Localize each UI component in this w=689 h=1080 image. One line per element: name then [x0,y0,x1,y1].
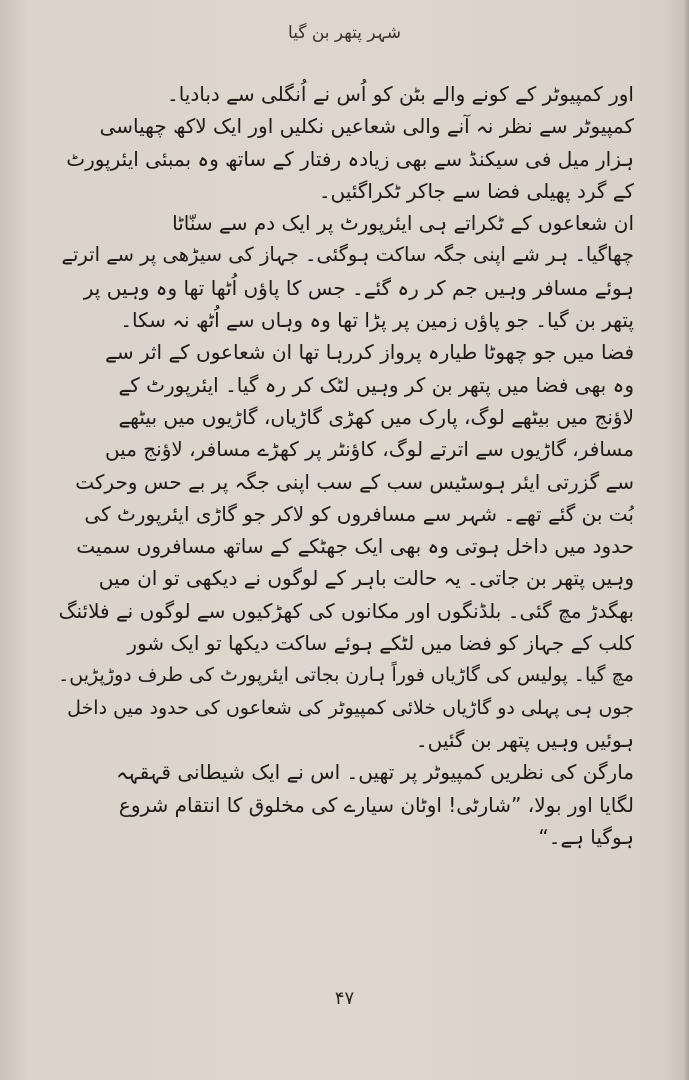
text-line: مچ گیا۔ پولیس کی گاڑیاں فوراً ہارن بجاتی ایئرپورٹ کی طرف دوڑپڑیں۔ [58,664,634,687]
page-number: ۴۷ [334,988,355,1009]
text-line: بھگدڑ مچ گئی۔ بلڈنگوں اور مکانوں کی کھڑکیوں سے لوگوں نے فلائنگ [58,598,634,623]
text-line: حدود میں داخل ہوتی وہ بھی ایک جھٹکے کے ساتھ مسافروں سمیت [76,534,634,559]
text-line: وہ بھی فضا میں پتھر بن کر وہیں لٹک کر رہ گیا۔ ایئرپورٹ کے [118,372,634,397]
text-line: ہوئیں وہیں پتھر بن گئیں۔ [415,727,634,752]
text-line: ہوگیا ہے۔“ [538,824,634,849]
text-line: فضا میں جو چھوٹا طیارہ پرواز کررہا تھا ان شعاعوں کے اثر سے [105,340,634,365]
text-line: کلب کے جہاز کو فضا میں لٹکے ہوئے ساکت دیکھا تو ایک شور [127,631,634,656]
paragraph-2 [58,207,634,756]
text-line: کمپیوٹر سے نظر نہ آنے والی شعاعیں نکلیں اور ایک لاکھ چھیاسی [99,114,634,139]
text-line: سے گزرتی ایئر ہوسٹیس سب کے سب اپنی جگہ پر بے حس وحرکت [75,469,634,494]
paragraph-1 [58,78,634,207]
text-line: پتھر بن گیا۔ جو پاؤں زمین پر پڑا تھا وہ وہاں سے اُٹھ نہ سکا۔ [120,308,634,333]
body-text [58,78,634,853]
text-line: چھاگیا۔ ہر شے اپنی جگہ ساکت ہوگئی۔ جہاز کی سیڑھی پر سے اترتے [61,243,634,267]
text-line: لگایا اور بولا، ”شارٹی! اوٹان سیارے کی مخلوق کا انتقام شروع [118,792,634,817]
text-line: ہوئے مسافر وہیں جم کر رہ گئے۔ جس کا پاؤں اُٹھا تھا وہ وہیں پر [83,275,634,300]
page-edge-shadow [683,0,689,1080]
text-line: مسافر، گاڑیوں سے اترتے لوگ، کاؤنٹر پر کھڑے مسافر، لاؤنج میں [104,437,634,462]
text-line: بُت بن گئے تھے۔ شہر سے مسافروں کو لاکر جو گاڑی ایئرپورٹ کی [84,501,634,526]
text-line: ان شعاعوں کے ٹکراتے ہی ایئرپورٹ پر ایک دم سے سنّاٹا [172,211,634,236]
text-line: لاؤنج میں بیٹھے لوگ، پارک میں کھڑی گاڑیاں، گاڑیوں میں بیٹھے [118,404,634,429]
text-line: کے گرد پھیلی فضا سے جاکر ٹکراگئیں۔ [318,178,634,203]
text-line: اور کمپیوٹر کے کونے والے بٹن کو اُس نے اُنگلی سے دبادیا۔ [166,82,634,106]
text-line: ہزار میل فی سیکنڈ سے بھی زیادہ رفتار کے ساتھ وہ بمبئی ایئرپورٹ [66,146,634,171]
text-line: وہیں پتھر بن جاتی۔ یہ حالت باہر کے لوگوں نے دیکھی تو ان میں [98,566,634,591]
text-line: جوں ہی پہلی دو گاڑیاں خلائی کمپیوٹر کی شعاعوں کی حدود میں داخل [67,696,634,719]
running-header: شہر پتھر بن گیا [288,23,401,43]
paragraph-3 [58,756,634,853]
text-line: مارگن کی نظریں کمپیوٹر پر تھیں۔ اس نے ایک شیطانی قہقہہ [116,760,634,785]
